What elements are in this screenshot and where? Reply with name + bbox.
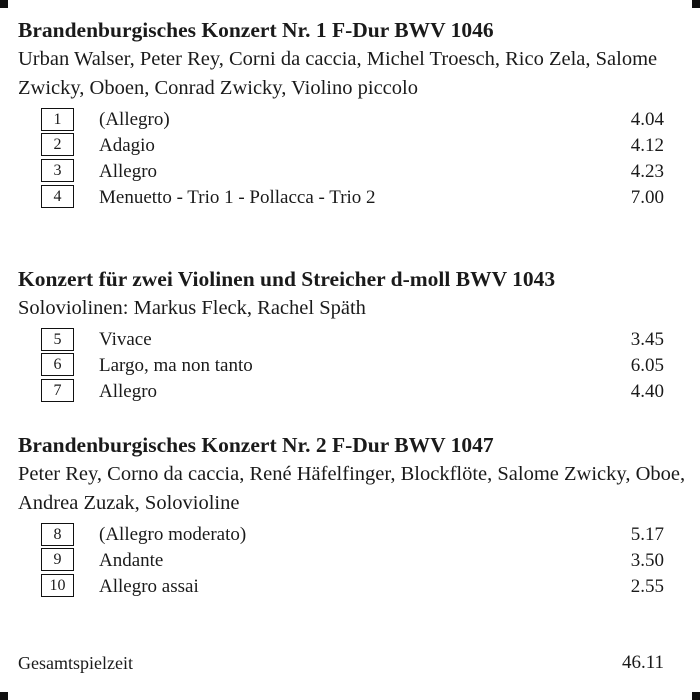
track-duration: 6.05	[630, 355, 664, 376]
track-title: (Allegro)	[99, 109, 170, 130]
track-number-box: 4	[41, 185, 74, 208]
track-title: Andante	[99, 550, 164, 571]
track-duration: 3.45	[630, 329, 664, 350]
track-number-box: 7	[41, 379, 74, 402]
track-number-box: 8	[41, 523, 74, 546]
track-title: Vivace	[99, 329, 152, 350]
track-duration: 2.55	[630, 576, 664, 597]
performers: Peter Rey, Corno da caccia, René Häfelfinger, Blockflöte, Salome Zwicky, Oboe, Andrea Zuzak, Solovioline	[18, 463, 686, 514]
track-row	[18, 159, 664, 185]
total-duration: 46.11	[621, 652, 664, 673]
track-title: Largo, ma non tanto	[99, 355, 253, 376]
track-row	[18, 353, 664, 379]
track-number-box: 5	[41, 328, 74, 351]
track-duration: 7.00	[630, 187, 664, 208]
work-title: Brandenburgisches Konzert Nr. 2 F-Dur BWV 1047	[18, 433, 494, 457]
track-duration: 3.50	[630, 550, 664, 571]
track-number-box: 6	[41, 353, 74, 376]
corner-mark-top-right	[692, 0, 700, 8]
track-list	[18, 327, 664, 405]
track-row	[18, 133, 664, 159]
track-list	[18, 107, 664, 211]
performers: Soloviolinen: Markus Fleck, Rachel Späth	[18, 297, 366, 319]
track-title: Allegro assai	[99, 576, 199, 597]
track-number-box: 1	[41, 108, 74, 131]
track-duration: 4.12	[630, 135, 664, 156]
track-row	[18, 185, 664, 211]
track-number-box: 3	[41, 159, 74, 182]
work-title: Brandenburgisches Konzert Nr. 1 F-Dur BWV 1046	[18, 18, 494, 42]
track-row	[18, 107, 664, 133]
track-row	[18, 522, 664, 548]
track-number-box: 9	[41, 548, 74, 571]
track-title: Adagio	[99, 135, 155, 156]
track-row	[18, 379, 664, 405]
total-playing-time	[18, 650, 664, 676]
track-number-box: 2	[41, 133, 74, 156]
work-title: Konzert für zwei Violinen und Streicher d-moll BWV 1043	[18, 267, 556, 291]
corner-mark-top-left	[0, 0, 8, 8]
track-duration: 4.40	[630, 381, 664, 402]
track-title: Allegro	[99, 381, 158, 402]
total-label: Gesamtspielzeit	[18, 653, 133, 673]
track-title: Menuetto - Trio 1 - Pollacca - Trio 2	[99, 187, 376, 208]
track-row	[18, 574, 664, 600]
track-row	[18, 327, 664, 353]
track-duration: 5.17	[630, 524, 664, 545]
track-duration: 4.04	[630, 109, 664, 130]
track-title: Allegro	[99, 161, 158, 182]
work-section-bwv-1043	[18, 264, 664, 405]
corner-mark-bottom-right	[692, 692, 700, 700]
track-number-box: 10	[41, 574, 74, 597]
work-section-bwv-1046	[18, 15, 664, 211]
track-row	[18, 548, 664, 574]
track-duration: 4.23	[630, 161, 664, 182]
work-section-bwv-1047	[18, 430, 686, 600]
performers: Urban Walser, Peter Rey, Corni da caccia, Michel Troesch, Rico Zela, Salome Zwicky, Oboen, Conrad Zwicky, Violino piccolo	[18, 48, 658, 99]
corner-mark-bottom-left	[0, 692, 8, 700]
track-title: (Allegro moderato)	[99, 524, 247, 545]
track-list	[18, 522, 664, 600]
